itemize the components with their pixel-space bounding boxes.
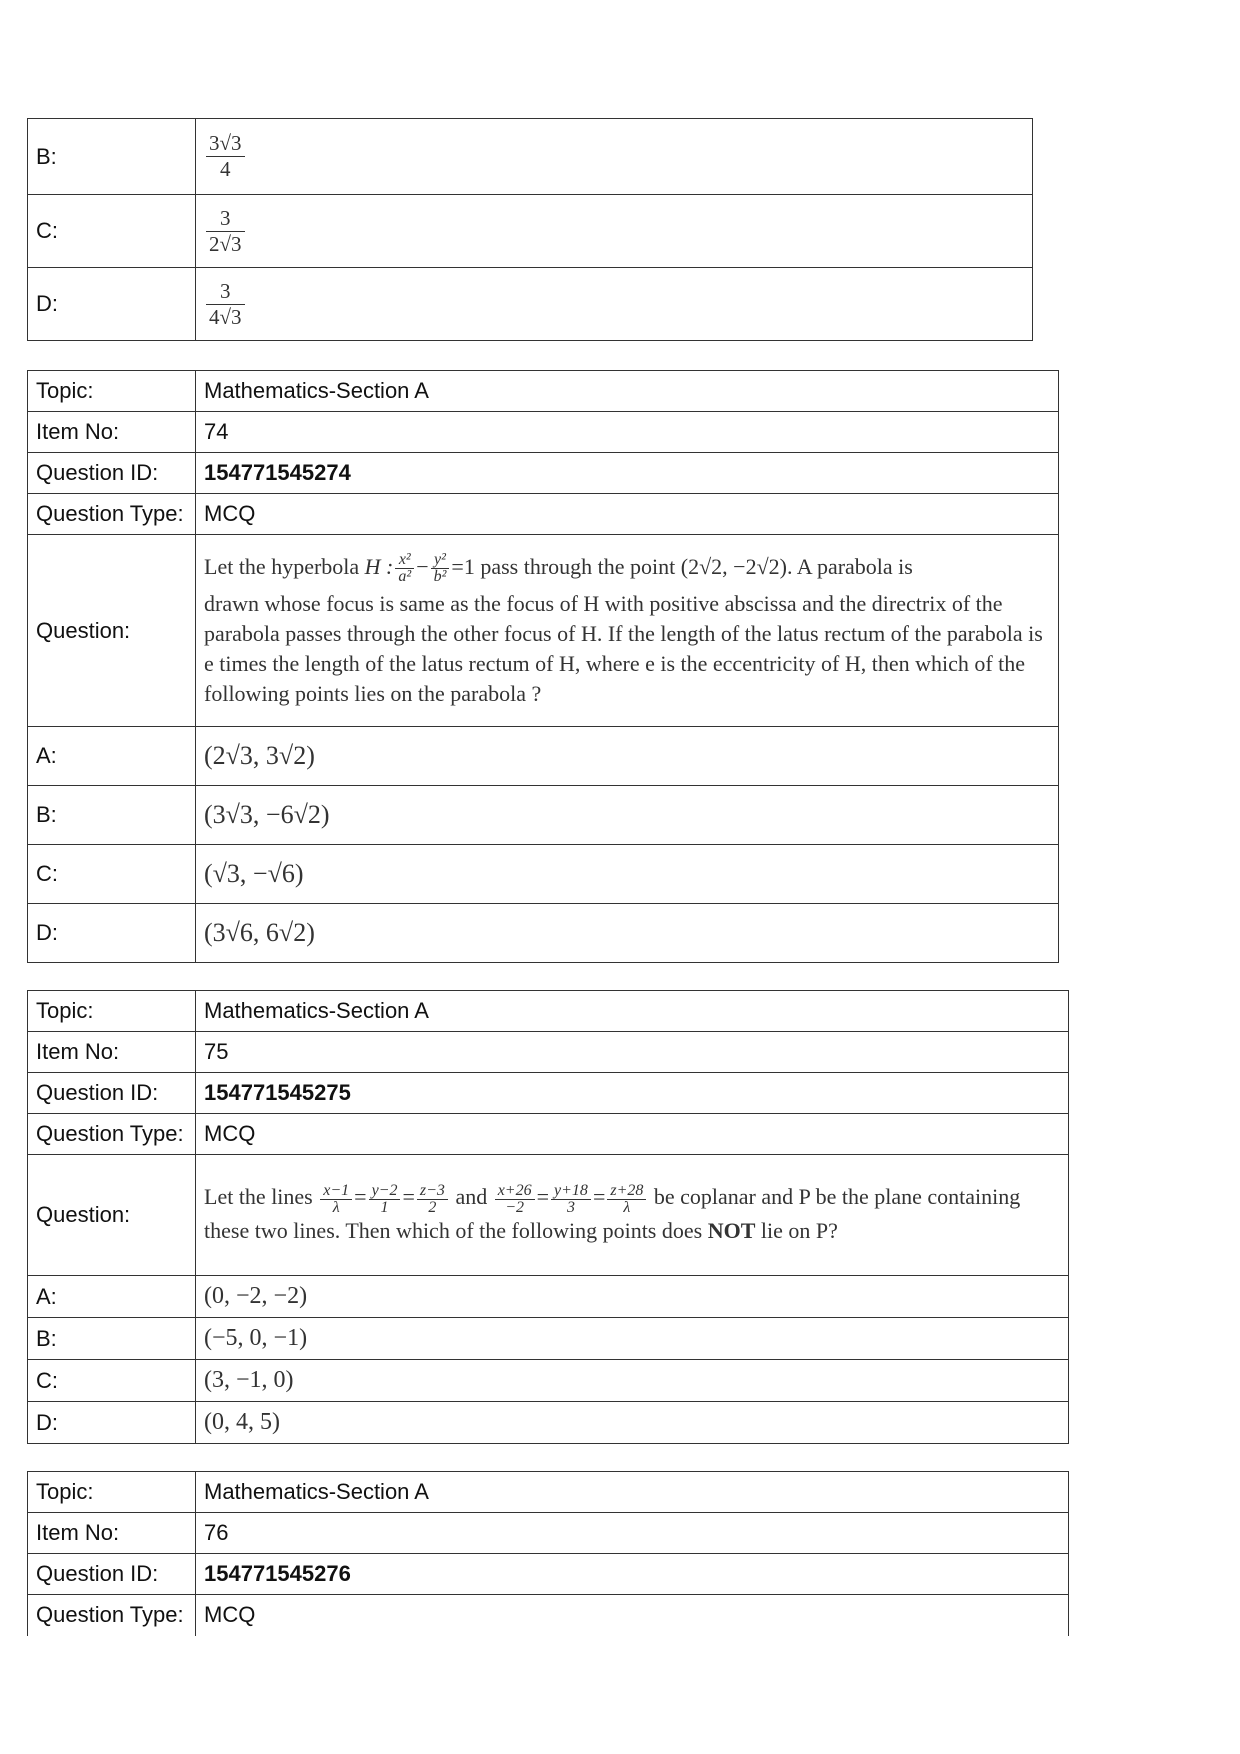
topic-value: Mathematics-Section A (196, 1472, 1069, 1513)
option-row (28, 845, 1059, 904)
topic-row (28, 371, 1059, 412)
option-value: (√3, −√6) (196, 845, 1059, 904)
topic-value: Mathematics-Section A (196, 371, 1059, 412)
option-label: B: (28, 786, 196, 845)
question-text: Let the lines $\frac{x-1}{\lambda}$ = $\frac{y-2}{1}$ = $\frac{z-3}{2}$ and $\frac{x+26}{-2}$ = $\frac{y+18}{3}$ = $\frac{z+28}{\lambda}$ be coplanar and P be the plane containing these two lines. Then which of the following points does NOT lie on P? (196, 1155, 1069, 1276)
question-id-label: Question ID: (28, 1073, 196, 1114)
question-row (28, 1155, 1069, 1276)
option-row (28, 1276, 1069, 1318)
option-label: C: (28, 195, 196, 268)
option-row (28, 904, 1059, 963)
question-type-label: Question Type: (28, 494, 196, 535)
fraction: $\frac{3√3}{4}$ (206, 131, 245, 182)
fraction: $\frac{3}{4√3}$ (206, 279, 245, 330)
question-table-74 (27, 370, 1059, 963)
question-id-value: 154771545276 (196, 1554, 1069, 1595)
question-type-value: MCQ (196, 1114, 1069, 1155)
topic-label: Topic: (28, 1472, 196, 1513)
question-id-row (28, 1073, 1069, 1114)
topic-label: Topic: (28, 991, 196, 1032)
option-label: D: (28, 904, 196, 963)
question-id-value: 154771545274 (196, 453, 1059, 494)
item-row (28, 412, 1059, 453)
question-type-value: MCQ (196, 1595, 1069, 1636)
topic-value: Mathematics-Section A (196, 991, 1069, 1032)
question-id-label: Question ID: (28, 453, 196, 494)
question-type-row (28, 1595, 1069, 1636)
option-value: (3√3, −6√2) (196, 786, 1059, 845)
question-table-76 (27, 1471, 1069, 1636)
question-label: Question: (28, 1155, 196, 1276)
item-row (28, 1513, 1069, 1554)
option-label: A: (28, 727, 196, 786)
question-type-row (28, 1114, 1069, 1155)
question-id-row (28, 453, 1059, 494)
option-value: (3√6, 6√2) (196, 904, 1059, 963)
option-row (28, 195, 1033, 268)
item-label: Item No: (28, 412, 196, 453)
question-id-row (28, 1554, 1069, 1595)
prev-question-options-table (27, 118, 1033, 341)
topic-row (28, 1472, 1069, 1513)
fraction: $\frac{3}{2√3}$ (206, 206, 245, 257)
option-value (196, 119, 1033, 195)
item-value: 75 (196, 1032, 1069, 1073)
option-label: C: (28, 1360, 196, 1402)
option-row (28, 786, 1059, 845)
item-value: 76 (196, 1513, 1069, 1554)
option-value: (3, −1, 0) (196, 1360, 1069, 1402)
question-id-value: 154771545275 (196, 1073, 1069, 1114)
option-row (28, 268, 1033, 341)
option-label: B: (28, 119, 196, 195)
option-row (28, 1360, 1069, 1402)
question-type-row (28, 494, 1059, 535)
option-label: C: (28, 845, 196, 904)
question-row (28, 535, 1059, 727)
question-text: Let the hyperbola H : $\frac{\text{x²}}{\text{a²}}$ − $\frac{\text{y²}}{\text{b²}}$ =1 pass through the point (2√2, −2√2). A parabola is drawn whose focus is same as the focus of H with positive abscissa and the directrix of the parabola passes through the other focus of H. If the length of the latus rectum of the parabola is e times the length of the latus rectum of H, where e is the eccentricity of H, then which of the following points lies on the parabola ? (196, 535, 1059, 727)
option-row (28, 727, 1059, 786)
option-value (196, 195, 1033, 268)
question-id-label: Question ID: (28, 1554, 196, 1595)
item-value: 74 (196, 412, 1059, 453)
question-type-label: Question Type: (28, 1595, 196, 1636)
item-label: Item No: (28, 1032, 196, 1073)
topic-label: Topic: (28, 371, 196, 412)
question-type-label: Question Type: (28, 1114, 196, 1155)
option-row (28, 1318, 1069, 1360)
question-table-75 (27, 990, 1069, 1444)
item-label: Item No: (28, 1513, 196, 1554)
option-value: (−5, 0, −1) (196, 1318, 1069, 1360)
question-type-value: MCQ (196, 494, 1059, 535)
topic-row (28, 991, 1069, 1032)
option-row (28, 1402, 1069, 1444)
option-label: D: (28, 268, 196, 341)
option-value: (0, −2, −2) (196, 1276, 1069, 1318)
option-label: A: (28, 1276, 196, 1318)
option-label: B: (28, 1318, 196, 1360)
option-value: (0, 4, 5) (196, 1402, 1069, 1444)
question-label: Question: (28, 535, 196, 727)
option-row (28, 119, 1033, 195)
item-row (28, 1032, 1069, 1073)
option-label: D: (28, 1402, 196, 1444)
option-value: (2√3, 3√2) (196, 727, 1059, 786)
option-value (196, 268, 1033, 341)
